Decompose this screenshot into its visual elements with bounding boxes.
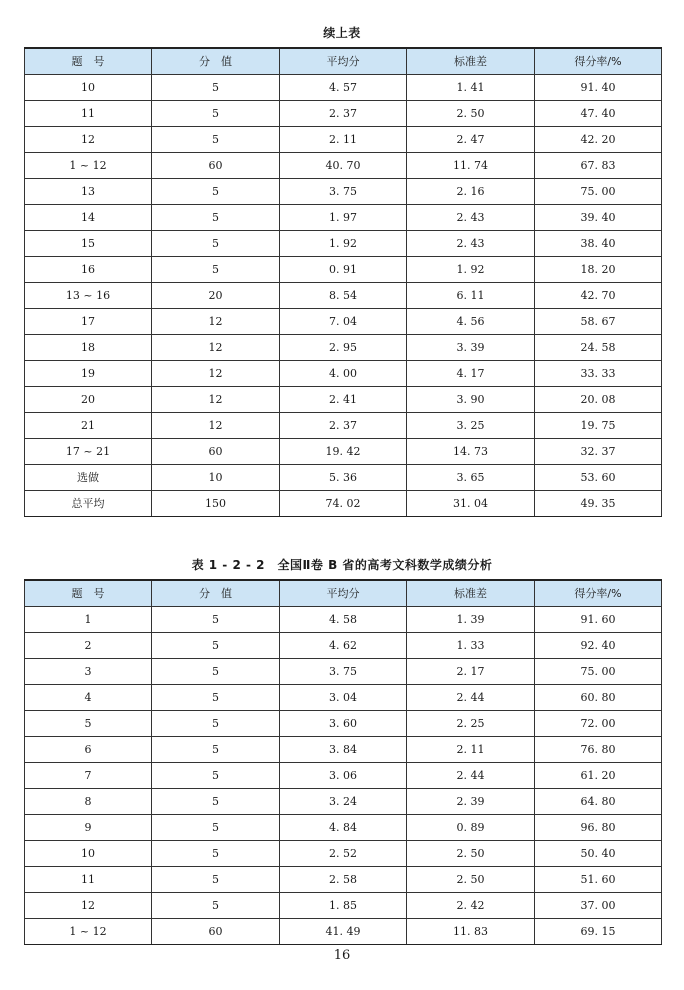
table-cell: 5 — [152, 763, 280, 789]
table-row — [25, 361, 662, 387]
table-row — [25, 75, 662, 101]
table-cell: 91. 40 — [535, 75, 662, 101]
column-header: 得分率/% — [535, 48, 662, 75]
table-cell: 10 — [25, 841, 152, 867]
table-cell: 60 — [152, 919, 280, 945]
table-cell: 3. 75 — [280, 179, 407, 205]
table-row — [25, 763, 662, 789]
table-cell: 21 — [25, 413, 152, 439]
table-row — [25, 711, 662, 737]
table-cell: 2. 44 — [407, 685, 535, 711]
table-cell: 0. 91 — [280, 257, 407, 283]
table-row — [25, 439, 662, 465]
table-cell: 1. 92 — [280, 231, 407, 257]
table-cell: 2. 43 — [407, 231, 535, 257]
table-cell: 1. 85 — [280, 893, 407, 919]
column-header: 得分率/% — [535, 580, 662, 607]
table-cell: 58. 67 — [535, 309, 662, 335]
table-cell: 64. 80 — [535, 789, 662, 815]
table-cell: 37. 00 — [535, 893, 662, 919]
table-cell: 5 — [152, 633, 280, 659]
table-cell: 2. 11 — [280, 127, 407, 153]
table-cell: 4 — [25, 685, 152, 711]
table-cell: 3. 25 — [407, 413, 535, 439]
table-cell: 4. 62 — [280, 633, 407, 659]
table1-header-row — [25, 48, 662, 75]
table-cell: 4. 17 — [407, 361, 535, 387]
table-cell: 60. 80 — [535, 685, 662, 711]
table-row — [25, 789, 662, 815]
table-cell: 31. 04 — [407, 491, 535, 517]
table-row — [25, 919, 662, 945]
table-row — [25, 491, 662, 517]
table-cell: 4. 58 — [280, 607, 407, 633]
table-cell: 91. 60 — [535, 607, 662, 633]
table-row — [25, 737, 662, 763]
table-cell: 150 — [152, 491, 280, 517]
table-cell: 5 — [152, 711, 280, 737]
table-cell: 3. 39 — [407, 335, 535, 361]
table-cell: 4. 57 — [280, 75, 407, 101]
table-cell: 2. 43 — [407, 205, 535, 231]
table-cell: 2. 52 — [280, 841, 407, 867]
table-cell: 5 — [152, 737, 280, 763]
table-cell: 96. 80 — [535, 815, 662, 841]
table-cell: 5 — [152, 867, 280, 893]
table-cell: 5 — [152, 893, 280, 919]
table-cell: 4. 56 — [407, 309, 535, 335]
table-cell: 2. 37 — [280, 101, 407, 127]
table-cell: 10 — [152, 465, 280, 491]
table-row — [25, 205, 662, 231]
table-row — [25, 413, 662, 439]
table-row — [25, 841, 662, 867]
column-header: 分 值 — [152, 48, 280, 75]
table-cell: 19. 75 — [535, 413, 662, 439]
table-cell: 69. 15 — [535, 919, 662, 945]
table-cell: 12 — [152, 413, 280, 439]
table-row — [25, 867, 662, 893]
table-cell: 19. 42 — [280, 439, 407, 465]
table-row — [25, 153, 662, 179]
table-cell: 12 — [152, 335, 280, 361]
table-cell: 18 — [25, 335, 152, 361]
table-cell: 20 — [25, 387, 152, 413]
table-row — [25, 815, 662, 841]
column-header: 分 值 — [152, 580, 280, 607]
table-cell: 5 — [152, 659, 280, 685]
page-number: 16 — [333, 948, 351, 963]
table-cell: 2 — [25, 633, 152, 659]
table-cell: 5 — [152, 127, 280, 153]
table-cell: 40. 70 — [280, 153, 407, 179]
table-cell: 2. 58 — [280, 867, 407, 893]
table-cell: 50. 40 — [535, 841, 662, 867]
table-cell: 1. 41 — [407, 75, 535, 101]
table-cell: 47. 40 — [535, 101, 662, 127]
table-cell: 20 — [152, 283, 280, 309]
table-cell: 72. 00 — [535, 711, 662, 737]
table-cell: 3. 75 — [280, 659, 407, 685]
table-cell: 17 — [25, 309, 152, 335]
table-cell: 5 — [152, 607, 280, 633]
table-cell: 5 — [152, 101, 280, 127]
table-row — [25, 309, 662, 335]
table-cell: 42. 70 — [535, 283, 662, 309]
table-cell: 60 — [152, 439, 280, 465]
table-cell: 5 — [152, 179, 280, 205]
table-cell: 13 — [25, 179, 152, 205]
table-cell: 5 — [152, 815, 280, 841]
table-cell: 74. 02 — [280, 491, 407, 517]
table-cell: 12 — [25, 893, 152, 919]
table-cell: 5 — [152, 841, 280, 867]
table-cell: 6. 11 — [407, 283, 535, 309]
table-cell: 2. 44 — [407, 763, 535, 789]
table-cell: 1. 92 — [407, 257, 535, 283]
table-cell: 2. 11 — [407, 737, 535, 763]
table-cell: 12 — [152, 361, 280, 387]
table2-header-row — [25, 580, 662, 607]
table-cell: 2. 95 — [280, 335, 407, 361]
table-cell: 2. 37 — [280, 413, 407, 439]
table-cell: 1. 33 — [407, 633, 535, 659]
table-cell: 20. 08 — [535, 387, 662, 413]
table-cell: 3. 24 — [280, 789, 407, 815]
table-cell: 7. 04 — [280, 309, 407, 335]
table-cell: 1 — [25, 607, 152, 633]
table-cell: 41. 49 — [280, 919, 407, 945]
table-cell: 11. 74 — [407, 153, 535, 179]
table-row — [25, 231, 662, 257]
table-cell: 8. 54 — [280, 283, 407, 309]
table2-score-analysis — [24, 579, 662, 945]
table-cell: 19 — [25, 361, 152, 387]
table-cell: 选做 — [25, 465, 152, 491]
table-cell: 14. 73 — [407, 439, 535, 465]
column-header: 题 号 — [25, 580, 152, 607]
table-cell: 12 — [152, 309, 280, 335]
table1-score-analysis — [24, 47, 662, 517]
table-row — [25, 633, 662, 659]
table-row — [25, 685, 662, 711]
table-cell: 5 — [152, 231, 280, 257]
table-cell: 2. 41 — [280, 387, 407, 413]
table-cell: 3. 04 — [280, 685, 407, 711]
table-cell: 16 — [25, 257, 152, 283]
table-cell: 11. 83 — [407, 919, 535, 945]
table-cell: 11 — [25, 867, 152, 893]
table-cell: 75. 00 — [535, 659, 662, 685]
table-row — [25, 101, 662, 127]
table-cell: 5 — [152, 75, 280, 101]
table-cell: 5 — [152, 205, 280, 231]
table-cell: 1. 97 — [280, 205, 407, 231]
table-cell: 5 — [152, 789, 280, 815]
table-cell: 75. 00 — [535, 179, 662, 205]
table-cell: 总平均 — [25, 491, 152, 517]
table-cell: 3. 65 — [407, 465, 535, 491]
table-cell: 5 — [25, 711, 152, 737]
table-cell: 11 — [25, 101, 152, 127]
table-row — [25, 127, 662, 153]
table-cell: 53. 60 — [535, 465, 662, 491]
table-cell: 51. 60 — [535, 867, 662, 893]
table-row — [25, 257, 662, 283]
table-row — [25, 335, 662, 361]
table-cell: 12 — [25, 127, 152, 153]
table-cell: 2. 42 — [407, 893, 535, 919]
table-cell: 3. 84 — [280, 737, 407, 763]
table-cell: 1 ~ 12 — [25, 919, 152, 945]
table-cell: 3. 60 — [280, 711, 407, 737]
table-cell: 2. 16 — [407, 179, 535, 205]
column-header: 题 号 — [25, 48, 152, 75]
table-cell: 2. 50 — [407, 867, 535, 893]
column-header: 平均分 — [280, 580, 407, 607]
column-header: 标准差 — [407, 580, 535, 607]
table-cell: 3. 06 — [280, 763, 407, 789]
table-cell: 4. 00 — [280, 361, 407, 387]
table-cell: 2. 50 — [407, 841, 535, 867]
table-cell: 15 — [25, 231, 152, 257]
table-row — [25, 893, 662, 919]
table-cell: 5 — [152, 685, 280, 711]
table-cell: 32. 37 — [535, 439, 662, 465]
table-cell: 12 — [152, 387, 280, 413]
table-row — [25, 387, 662, 413]
table-row — [25, 179, 662, 205]
table1-caption: 续上表 — [323, 26, 361, 40]
table-cell: 8 — [25, 789, 152, 815]
table-cell: 5. 36 — [280, 465, 407, 491]
table-row — [25, 283, 662, 309]
table-cell: 92. 40 — [535, 633, 662, 659]
table-cell: 42. 20 — [535, 127, 662, 153]
table-cell: 4. 84 — [280, 815, 407, 841]
table-cell: 2. 25 — [407, 711, 535, 737]
table-row — [25, 465, 662, 491]
table-cell: 67. 83 — [535, 153, 662, 179]
table-cell: 3. 90 — [407, 387, 535, 413]
table-cell: 13 ~ 16 — [25, 283, 152, 309]
table-cell: 0. 89 — [407, 815, 535, 841]
table-cell: 2. 50 — [407, 101, 535, 127]
table1-body — [25, 75, 662, 517]
table2-body — [25, 607, 662, 945]
table-cell: 38. 40 — [535, 231, 662, 257]
table-cell: 7 — [25, 763, 152, 789]
table-cell: 14 — [25, 205, 152, 231]
table-cell: 1 ~ 12 — [25, 153, 152, 179]
table-cell: 2. 47 — [407, 127, 535, 153]
table-row — [25, 607, 662, 633]
table-cell: 2. 17 — [407, 659, 535, 685]
table-cell: 2. 39 — [407, 789, 535, 815]
table-row — [25, 659, 662, 685]
table-cell: 76. 80 — [535, 737, 662, 763]
column-header: 平均分 — [280, 48, 407, 75]
table-cell: 5 — [152, 257, 280, 283]
table-cell: 17 ~ 21 — [25, 439, 152, 465]
table2-caption: 表 1 - 2 - 2 全国Ⅱ卷 B 省的高考文科数学成绩分析 — [191, 558, 493, 572]
table-cell: 60 — [152, 153, 280, 179]
table-cell: 61. 20 — [535, 763, 662, 789]
column-header: 标准差 — [407, 48, 535, 75]
table-cell: 6 — [25, 737, 152, 763]
table-cell: 49. 35 — [535, 491, 662, 517]
table-cell: 10 — [25, 75, 152, 101]
table-cell: 18. 20 — [535, 257, 662, 283]
table-cell: 33. 33 — [535, 361, 662, 387]
table-cell: 39. 40 — [535, 205, 662, 231]
table-cell: 1. 39 — [407, 607, 535, 633]
table-cell: 3 — [25, 659, 152, 685]
table-cell: 9 — [25, 815, 152, 841]
table-cell: 24. 58 — [535, 335, 662, 361]
